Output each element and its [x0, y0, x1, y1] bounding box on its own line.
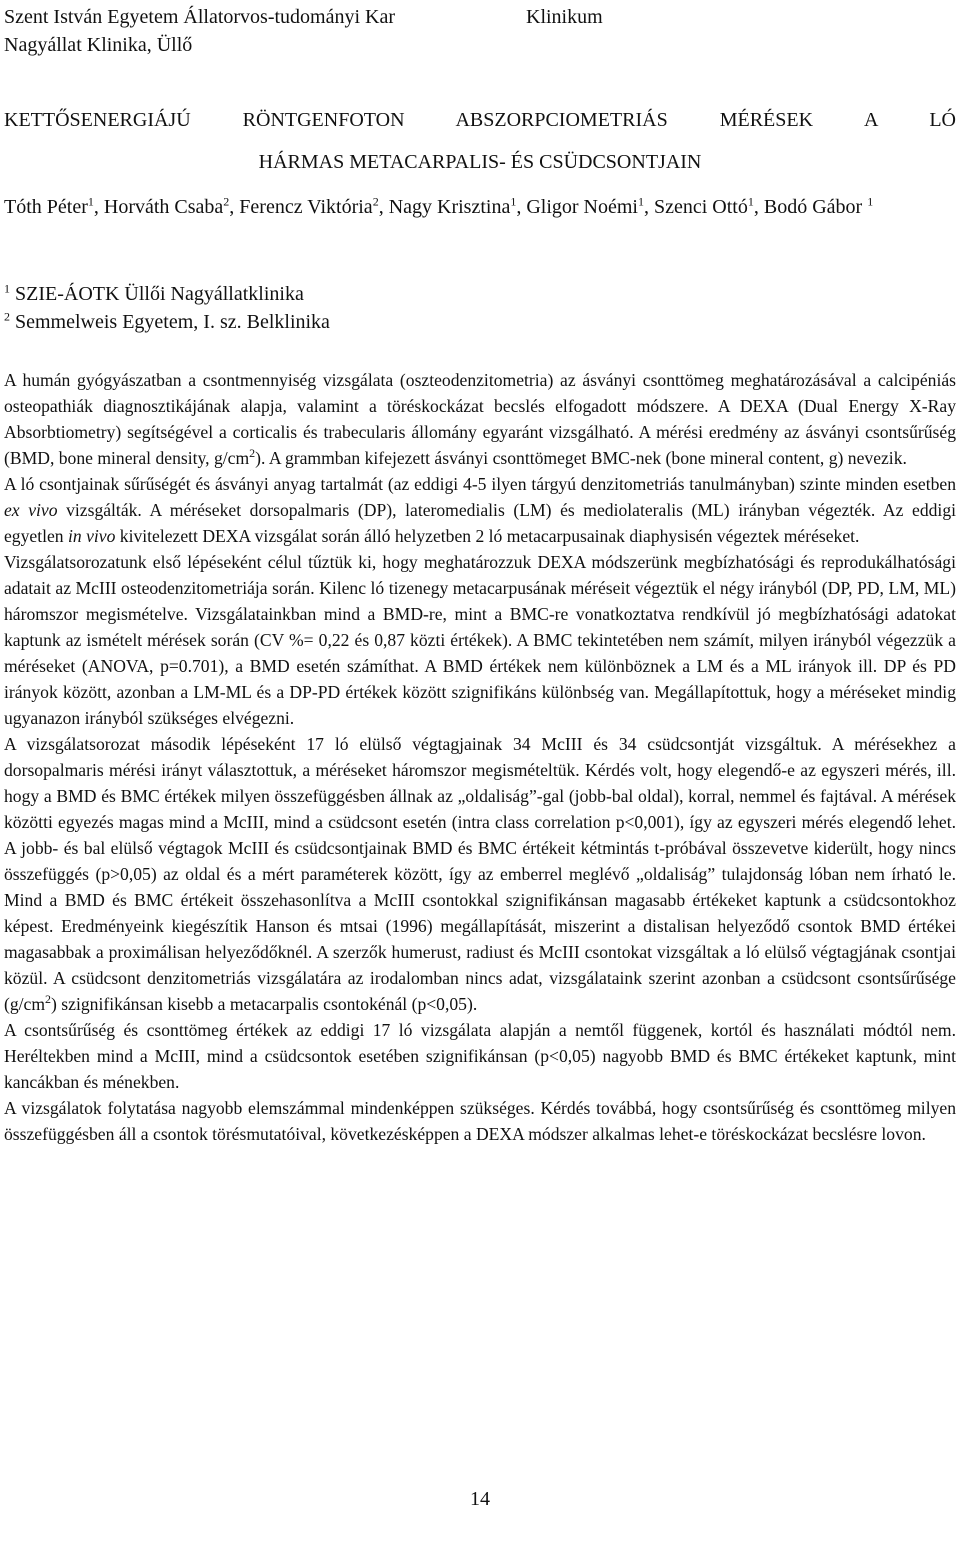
affiliation-number: 1 [4, 281, 10, 296]
paragraph-first-step: Vizsgálatsorozatunk első lépéseként célul tűztük ki, hogy meghatározzuk DEXA módszerünk megbízhatósági és reprodukálhatósági adatait az McIII osteodenzitometriája során. Kilenc ló tizenegy metacarpusának méréseit végeztük el négy irányból (DP, PD, LM, ML) háromszor megismételve. Vizsgálatainkban mind a BMD-re, mint a BMC-re vonatkoztatva rendkívül jó megbízhatósági adatokat kaptunk az ismételt mérések során (CV %= 0,22 és 0,87 közti értékek). A BMC tekintetében nem számít, milyen irányból végezzük a méréseket (ANOVA, p=0.701), a BMD esetén számíthat. A BMD értékek nem különböznek a LM és a ML irányok ill. DP és PD irányok között, azonban a LM-ML és a DP-PD értékek között szignifikáns különbség van. Megállapítottuk, hogy a méréseket mindig ugyanazon irányból szükséges elvégezni. [4, 552, 956, 728]
italic-term: in vivo [68, 526, 116, 546]
author-affiliation-marker: 1 [510, 194, 517, 209]
text-run: A vizsgálatsorozat második lépéseként 17 ló elülső végtagjainak 34 McIII és 34 csüdcsontját vizsgáltuk. A mérésekhez a dorsopalmaris mérési irányt választottuk, a méréseket háromszor megismételtük. Kérdés volt, hogy elegendő-e az egyszeri mérés, ill. hogy a BMD és BMC értékek milyen összefüggésben állnak az „oldaliság”-gal (jobb-bal oldal), korral, nemmel és fajtával. A mérések közötti egyezés magas mind a McIII, mind a csüdcsont esetén (intra class correlation p<0,001), így az egyszeri mérés elegendő lehet. A jobb- és bal elülső végtagok McIII és csüdcsontjainak BMD és BMC értékeit kétmintás t-próbával összevetve kiderült, hogy nincs összefüggés (p>0,05) az oldal és a mért paraméterek között, így az emberrel meglévő „oldaliság” tulajdonság lóban nem írható le. Mind a BMD és BMC értékeit összehasonlítva a McIII csontokkal szignifikánsan magasabb értékeket kaptunk a csüdcsontokhoz képest. Eredményeink kiegészítik Hanson és mtsai (1996) megállapítását, miszerint a distalisan helyeződő csontok BMD értékei magasabbak a proximálisan helyeződőknél. A szerzők humerust, radiust és McIII csontokat vizsgáltak a ló elülső végtagjának csontjai közül. A csüdcsont denzitometriás vizsgálatára az irodalomban nincs adat, vizsgálataink szerint azonban a csüdcsont csontsűrűsége (g/cm [4, 734, 956, 1014]
title-line-1: KETTŐSENERGIÁJÚ RÖNTGENFOTON ABSZORPCIOMETRIÁS MÉRÉSEK A LÓ [4, 109, 956, 131]
author-name: Horváth Csaba [103, 196, 224, 218]
author-name: Ferencz Viktória [239, 196, 373, 218]
paragraph-results: A csontsűrűség és csonttömeg értékek az eddigi 17 ló vizsgálata alapján a nemtől függenek, kortól és használati módtól nem. Heréltekben mind a McIII, mind a csüdcsontok esetében szignifikánsan (p<0,05) nagyobb BMD és BMC értékeket kaptunk, mint kancákban és ménekben. [4, 1020, 956, 1092]
author-name: Tóth Péter [4, 196, 88, 218]
text-run: vizsgálták. A méréseket dorsopalmaris (DP), lateromedialis (LM) és mediolateralis (ML) irányban végezték. Az eddigi egyetlen [4, 500, 956, 546]
paragraph-second-step [4, 731, 956, 1017]
author-affiliation-marker: 2 [223, 194, 230, 209]
paragraph-conclusion: A vizsgálatok folytatása nagyobb elemszámmal mindenképpen szükséges. Kérdés továbbá, hogy csontsűrűség és csonttömeg milyen összefüggésben áll a csontok törésmutatóival, következésképpen a DEXA módszer alkalmas lehet-e töréskockázat becslésre lovon. [4, 1098, 956, 1144]
author-name: Bodó Gábor [763, 196, 863, 218]
section-header: Klinikum [526, 6, 603, 28]
affiliation-text: Semmelweis Egyetem, I. sz. Belklinika [15, 311, 330, 333]
author-list: Tóth Péter$^1$, Horváth Csaba$^2$, Ferencz Viktória$^2$, Nagy Krisztina$^1$, Gligor Noémi$^1$, Szenci Ottó$^1$, Bodó Gábor $^1$ [4, 194, 874, 218]
paragraph-background [4, 471, 956, 549]
text-run: ) szignifikánsan kisebb a metacarpalis csontokénál (p<0,05). [51, 994, 478, 1014]
text-run: A humán gyógyászatban a csontmennyiség vizsgálata (oszteodenzitometria) az ásványi csonttömeg meghatározásával a calcipéniás osteopathiák diagnosztikájának alapja, valamint a töréskockázat becslés elfogadott módszere. A DEXA (Dual Energy X-Ray Absorbtiometry) segítségével a corticalis és trabecularis állomány egyaránt vizsgálható. A mérési eredmény az ásványi csontsűrűség (BMD, bone mineral density, g/cm [4, 370, 956, 468]
author-affiliation-marker: 1 [637, 194, 644, 209]
italic-term: ex vivo [4, 500, 58, 520]
affiliation-text: SZIE-ÁOTK Üllői Nagyállatklinika [15, 283, 304, 305]
author-affiliation-marker: 2 [372, 194, 379, 209]
author-name: Nagy Krisztina [388, 196, 511, 218]
clinic-header: Nagyállat Klinika, Üllő [4, 34, 193, 56]
author-name: Szenci Ottó [653, 196, 748, 218]
institution-header: Szent István Egyetem Állatorvos-tudományi Kar [4, 6, 396, 28]
paragraph-introduction [4, 367, 956, 471]
abstract-body [4, 367, 956, 1147]
affiliation-number: 2 [4, 309, 10, 324]
superscript: 2 [249, 446, 256, 461]
author-affiliation-marker: 1 [867, 194, 874, 209]
author-affiliation-marker: 1 [747, 194, 754, 209]
title-line-2: HÁRMAS METACARPALIS- ÉS CSÜDCSONTJAIN [258, 151, 702, 173]
author-affiliation-marker: 1 [87, 194, 94, 209]
page-number: 14 [470, 1488, 490, 1510]
text-run: kivitelezett DEXA vizsgálat során álló helyzetben 2 ló metacarpusainak diaphysisén végeztek méréseket. [115, 526, 860, 546]
author-name: Gligor Noémi [526, 196, 638, 218]
affiliation-1 [4, 281, 304, 307]
affiliation-2 [4, 309, 330, 335]
text-run: A ló csontjainak sűrűségét és ásványi anyag tartalmát (az eddigi 4-5 ilyen tárgyú denzitometriás tanulmányban) szinte minden esetben [4, 474, 956, 494]
text-run: ). A grammban kifejezett ásványi csonttömeget BMC-nek (bone mineral content, g) nevezik. [255, 448, 907, 468]
superscript: 2 [45, 992, 52, 1007]
